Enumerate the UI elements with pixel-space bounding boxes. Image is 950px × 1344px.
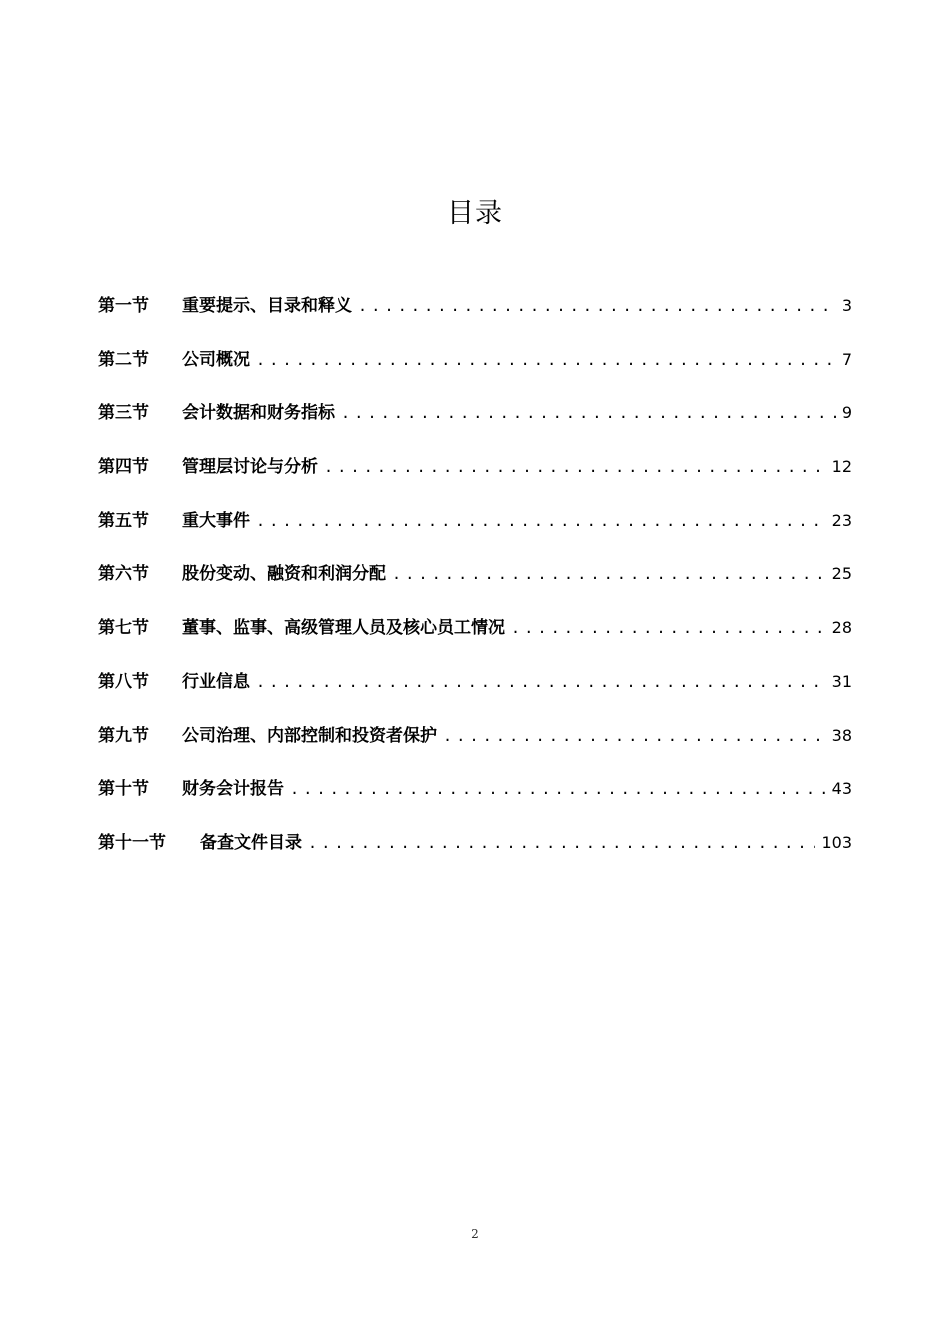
toc-entry-3[interactable] (98, 395, 852, 431)
toc-dot-leader (256, 503, 826, 539)
toc-page-number: 9 (841, 403, 852, 423)
toc-entry-6[interactable] (98, 556, 852, 592)
toc-section-label: 第二节 (98, 349, 149, 370)
toc-entry-8[interactable] (98, 664, 852, 700)
toc-dot-leader (392, 556, 826, 592)
toc-entry-2[interactable] (98, 342, 852, 378)
toc-section-label: 第十一节 (98, 832, 166, 853)
toc-section-title: 股份变动、融资和利润分配 (182, 564, 386, 585)
toc-section-label: 第四节 (98, 457, 149, 478)
toc-dot-leader (308, 825, 815, 861)
toc-section-title: 公司概况 (182, 349, 250, 370)
table-of-contents (98, 288, 852, 879)
toc-page-number: 3 (841, 296, 852, 315)
toc-section-title: 财务会计报告 (182, 779, 284, 800)
toc-section-title: 重大事件 (182, 510, 250, 531)
toc-dot-leader (358, 288, 836, 324)
toc-dot-leader (324, 449, 826, 485)
toc-section-title: 行业信息 (182, 671, 250, 692)
toc-section-title: 重要提示、目录和释义 (182, 296, 352, 316)
toc-entry-11[interactable] (98, 825, 852, 861)
toc-section-title: 会计数据和财务指标 (182, 403, 335, 424)
toc-section-label: 第六节 (98, 564, 149, 585)
toc-dot-leader (511, 610, 826, 646)
toc-section-label: 第五节 (98, 510, 149, 531)
toc-section-title: 董事、监事、高级管理人员及核心员工情况 (182, 618, 505, 639)
toc-entry-1[interactable] (98, 288, 852, 324)
toc-section-title: 公司治理、内部控制和投资者保护 (182, 725, 437, 746)
toc-page-number: 103 (821, 832, 852, 852)
toc-section-title: 管理层讨论与分析 (182, 457, 318, 478)
toc-entry-9[interactable] (98, 718, 852, 754)
toc-entry-4[interactable] (98, 449, 852, 485)
toc-page-number: 43 (831, 779, 852, 799)
toc-section-label: 第三节 (98, 403, 149, 424)
toc-page-number: 7 (841, 349, 852, 369)
page-title: 目录 (447, 198, 503, 229)
toc-section-label: 第八节 (98, 671, 149, 692)
toc-section-label: 第九节 (98, 725, 149, 746)
toc-page-number: 25 (831, 564, 852, 584)
toc-section-title: 备查文件目录 (200, 832, 302, 853)
toc-page-number: 38 (831, 725, 852, 745)
toc-page-number: 12 (831, 457, 852, 477)
toc-page-number: 31 (831, 671, 852, 691)
toc-dot-leader (256, 342, 836, 378)
page-number: 2 (471, 1227, 479, 1241)
toc-dot-leader (290, 771, 826, 807)
toc-section-label: 第十节 (98, 779, 149, 800)
toc-page-number: 23 (831, 510, 852, 530)
toc-dot-leader (443, 718, 826, 754)
toc-entry-10[interactable] (98, 771, 852, 807)
toc-dot-leader (256, 664, 826, 700)
toc-section-label: 第七节 (98, 618, 149, 639)
toc-section-label: 第一节 (98, 296, 149, 316)
toc-entry-5[interactable] (98, 503, 852, 539)
toc-entry-7[interactable] (98, 610, 852, 646)
toc-page-number: 28 (831, 618, 852, 638)
toc-dot-leader (341, 395, 836, 431)
